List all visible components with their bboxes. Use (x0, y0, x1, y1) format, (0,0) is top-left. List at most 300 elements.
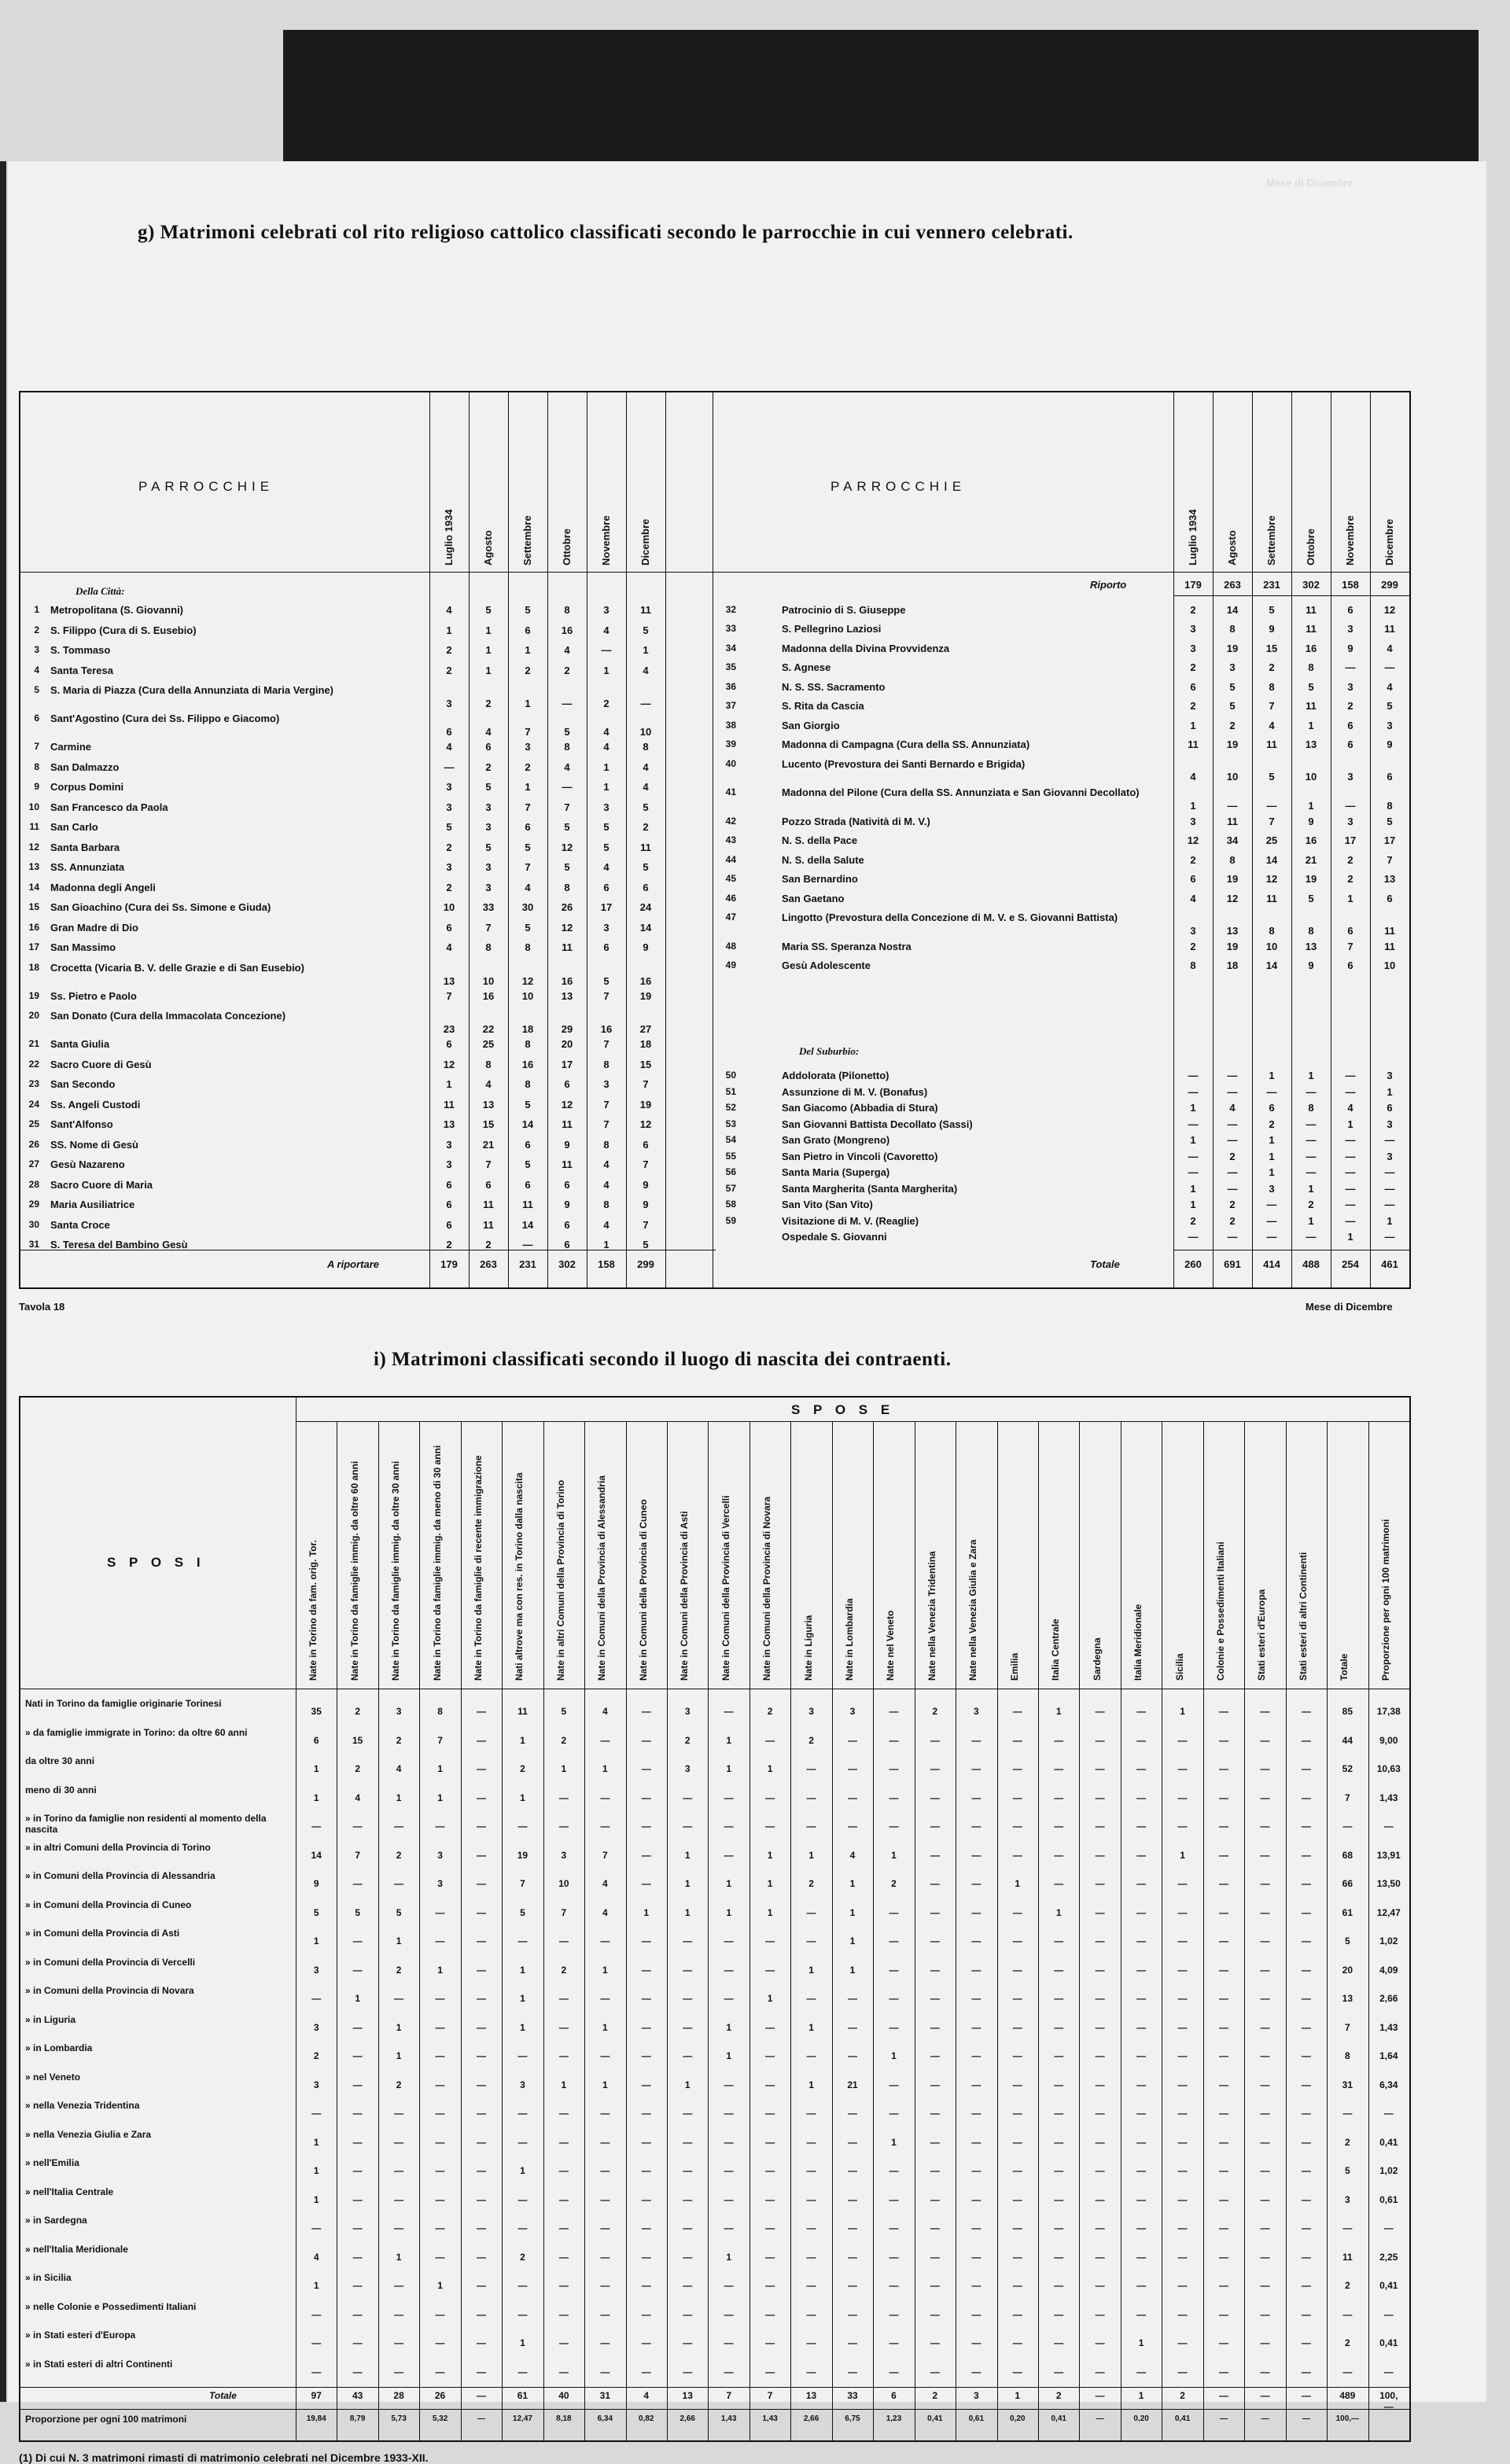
cell-value: 6 (1269, 1102, 1275, 1114)
parish-name: San Grato (Mongreno) (782, 1134, 890, 1146)
cell-value: 2 (485, 1239, 492, 1250)
cell-value: — (889, 1906, 899, 1918)
cell-value: 5 (564, 726, 570, 738)
cell-value: — (889, 1763, 899, 1774)
cell-value: — (1012, 1935, 1022, 1947)
column-header: Proporzione per ogni 100 matrimoni (1379, 1519, 1391, 1681)
cell-value: 5 (485, 841, 492, 853)
cell-value: 6 (313, 1734, 319, 1746)
cell-value: — (971, 1906, 982, 1918)
cell-value: — (641, 1821, 651, 1832)
cell-value: 6 (564, 1218, 570, 1231)
cell-value: 13 (1342, 1993, 1353, 2004)
cell-value: — (1012, 2308, 1022, 2320)
parish-name: Lucento (Prevostura dei Santi Bernardo e Brigida) (782, 757, 1026, 770)
cell-value: — (311, 2108, 322, 2119)
cell-value: — (1306, 1134, 1317, 1146)
cell-value: — (848, 1792, 857, 1803)
cell-value: — (1136, 2223, 1147, 2234)
total-value: 13 (805, 2390, 817, 2401)
cell-value: 3 (313, 2079, 319, 2090)
proportion-value: 6,34 (597, 2414, 613, 2423)
cell-value: 1 (313, 2193, 319, 2205)
cell-value: 3 (849, 1706, 856, 1717)
table-i-vline (1409, 1421, 1410, 2440)
cell-value: — (1301, 1792, 1311, 1803)
cell-value: — (889, 2079, 899, 2090)
cell-value: 19 (639, 989, 652, 1002)
cell-value: — (1219, 2050, 1228, 2061)
cell-value: — (641, 1849, 651, 1861)
origin-row-label: » nella Venezia Giulia e Zara (25, 2128, 152, 2140)
cell-value: 34 (1226, 834, 1239, 847)
cell-value: — (435, 2337, 445, 2348)
cell-value: — (435, 2223, 445, 2234)
cell-value: — (683, 1935, 693, 1947)
cell-value: 1 (767, 1849, 773, 1861)
cell-value: 4 (1387, 680, 1393, 693)
parish-name: San Giacomo (Abbadia di Stura) (782, 1102, 938, 1114)
table-i-vline (461, 1421, 462, 2440)
cell-value: 5 (525, 1098, 531, 1110)
cell-value: — (724, 2165, 734, 2176)
cell-value: — (930, 1763, 940, 1774)
cell-value: 13 (1305, 940, 1317, 952)
cell-value: 52 (1342, 1763, 1353, 1774)
cell-value: — (394, 2108, 404, 2119)
cell-value: — (889, 1706, 899, 1717)
cell-value: 8 (643, 741, 649, 753)
cell-value: — (1219, 1763, 1228, 1774)
section-g-title: g) Matrimoni celebrati col rito religioso cattolico classificati secondo le parrocchie in cui vennero celebrati. (138, 222, 1074, 243)
cell-value: — (600, 1821, 610, 1832)
cell-value: 3 (1347, 680, 1353, 693)
cell-value: 12 (1226, 892, 1239, 904)
cell-value: 4 (602, 1706, 608, 1717)
cell-value: 14 (311, 1849, 322, 1861)
cell-value: 12 (1383, 604, 1396, 616)
cell-value: 3 (1387, 1118, 1393, 1130)
cell-value: — (1012, 2193, 1022, 2205)
cell-value: — (558, 2136, 569, 2148)
cell-value: 2 (564, 664, 570, 676)
cell-value: 1 (1308, 1070, 1314, 1081)
month-header-left: Novembre (600, 515, 612, 565)
cell-value: 1 (313, 2280, 319, 2291)
cell-value: — (765, 2308, 775, 2320)
cell-value: — (1095, 1706, 1105, 1717)
cell-value: — (1054, 2308, 1064, 2320)
cell-value: 3 (684, 1706, 691, 1717)
cell-value: 0,41 (1379, 2136, 1398, 2148)
table-i (19, 1396, 1411, 2442)
cell-value: 85 (1342, 1706, 1353, 1717)
cell-value: 8 (525, 941, 531, 953)
parish-name: Corpus Domini (50, 781, 124, 793)
cell-value: 33 (482, 901, 495, 913)
column-header: Nate in Comuni della Provincia di Vercelli (720, 1495, 731, 1681)
cell-value: 1 (726, 2251, 731, 2263)
cell-value: 13 (482, 1098, 495, 1110)
cell-value: — (435, 1935, 445, 1947)
cell-value: 11 (1384, 940, 1395, 952)
row-number: 20 (28, 1010, 39, 1021)
cell-value: 1 (520, 2021, 525, 2033)
cell-value: — (1012, 2280, 1022, 2291)
cell-value: 8 (485, 1058, 492, 1070)
cell-value: — (1301, 2337, 1311, 2348)
cell-value: — (765, 2193, 775, 2205)
cell-value: 6,34 (1379, 2079, 1398, 2090)
cell-value: 8 (525, 1078, 531, 1090)
cell-value: — (1227, 1118, 1238, 1130)
column-header: Colonie e Possedimenti Italiani (1215, 1541, 1226, 1681)
cell-value: 11 (562, 1158, 573, 1170)
cell-value: 13 (1305, 738, 1317, 751)
cell-value: — (1345, 1182, 1356, 1195)
cell-value: 2 (485, 698, 492, 709)
cell-value: 5 (1344, 2165, 1350, 2176)
origin-row-label: » in Sardegna (25, 2215, 87, 2226)
table-i-spose-rule (296, 1421, 1409, 1422)
left-parrocchie-header: PARROCCHIE (138, 479, 274, 494)
cell-value: 1 (1190, 1182, 1196, 1195)
cell-value: 19 (1226, 873, 1239, 886)
cell-value: 1 (1055, 1906, 1062, 1918)
cell-value: 8 (603, 1199, 610, 1210)
cell-value: — (1136, 1821, 1147, 1832)
cell-value: — (971, 2280, 982, 2291)
cell-value: — (1219, 1935, 1228, 1947)
cell-value: 2 (355, 1706, 360, 1717)
cell-value: 7 (485, 1158, 492, 1170)
cell-value: 10 (558, 1878, 569, 1889)
cell-value: — (806, 1993, 816, 2004)
cell-value: — (724, 2108, 734, 2119)
cell-value: 5 (525, 1158, 531, 1170)
cell-value: 16 (639, 974, 652, 987)
cell-value: 14 (1265, 853, 1278, 866)
cell-value: — (1188, 1231, 1199, 1243)
cell-value: — (477, 2079, 486, 2090)
cell-value: 1 (1138, 2337, 1144, 2348)
cell-value: — (971, 1993, 982, 2004)
cell-value: 2 (520, 2251, 525, 2263)
parish-name: S. Filippo (Cura di S. Eusebio) (50, 624, 197, 636)
column-header: Nate in Torino da famiglie immig. da oltre 60 anni (348, 1460, 360, 1681)
cell-value: — (683, 2193, 693, 2205)
row-number: 53 (725, 1118, 736, 1129)
cell-value: 4 (643, 664, 649, 676)
cell-value: — (477, 2050, 486, 2061)
cell-value: — (1136, 1993, 1147, 2004)
cell-value: 1 (1347, 892, 1353, 904)
row-number: 11 (29, 821, 39, 832)
cell-value: 4 (602, 1906, 608, 1918)
cell-value: — (724, 1821, 734, 1832)
cell-value: — (683, 2251, 693, 2263)
cell-value: — (1219, 2165, 1228, 2176)
total-value: 7 (726, 2390, 731, 2401)
cell-value: — (971, 1964, 982, 1976)
cell-value: 7 (643, 1078, 649, 1090)
column-header: Sicilia (1173, 1653, 1185, 1681)
cell-value: — (889, 1964, 899, 1976)
cell-value: 6 (643, 1138, 649, 1151)
cell-value: 6 (446, 726, 452, 738)
cell-value: 1 (313, 1763, 319, 1774)
cell-value: 2 (1308, 1199, 1314, 1210)
proportion-value: 0,41 (1051, 2414, 1066, 2423)
cell-value: 17 (1383, 834, 1396, 847)
cell-value: — (683, 2050, 693, 2061)
cell-value: 11 (1188, 738, 1199, 751)
cell-value: — (1345, 1085, 1356, 1098)
column-header: Nate in Torino da famiglie di recente immigrazione (473, 1455, 484, 1681)
cell-value: — (1136, 1935, 1147, 1947)
cell-value: 9 (1347, 642, 1353, 654)
cell-value: — (683, 1821, 693, 1832)
cell-value: — (1188, 1085, 1199, 1098)
cell-value: 3 (446, 861, 452, 873)
cell-value: — (1054, 1792, 1064, 1803)
cell-value: 1 (1190, 799, 1196, 812)
row-number: 23 (28, 1078, 39, 1089)
month-header-right: Novembre (1344, 515, 1356, 565)
cell-value: 7 (437, 1734, 443, 1746)
cell-value: 11 (1384, 924, 1395, 937)
cell-value: 4 (485, 1078, 492, 1090)
cell-value: 1 (603, 664, 610, 676)
cell-value: 25 (482, 1038, 495, 1050)
cell-value: 9 (643, 1199, 649, 1210)
cell-value: — (1136, 1792, 1147, 1803)
cell-value: — (1095, 2021, 1105, 2033)
cell-value: 1 (849, 1906, 856, 1918)
cell-value: 14 (521, 1218, 534, 1231)
cell-value: — (1095, 1792, 1105, 1803)
cell-value: 4 (643, 761, 649, 773)
cell-value: — (1054, 2193, 1064, 2205)
cell-value: 2 (446, 841, 452, 853)
cell-value: — (1345, 1166, 1356, 1178)
cell-value: — (1306, 1085, 1317, 1098)
cell-value: 10 (521, 989, 534, 1002)
row-number: 46 (725, 892, 736, 904)
cell-value: 1 (485, 624, 492, 636)
row-number: 47 (725, 912, 736, 923)
cell-value: 1 (313, 1792, 319, 1803)
cell-value: — (1219, 2136, 1228, 2148)
cell-value: — (522, 1239, 533, 1250)
origin-row-label: » in Liguria (25, 2013, 76, 2025)
cell-value: 2 (396, 1734, 402, 1746)
right-total-value: 691 (1224, 1258, 1241, 1270)
right-section-label: Del Suburbio: (799, 1045, 860, 1057)
parish-name: Santa Giulia (50, 1038, 110, 1050)
row-number: 48 (725, 940, 736, 952)
cell-value: 8 (1269, 924, 1275, 937)
cell-value: — (641, 2136, 651, 2148)
cell-value: — (352, 2308, 363, 2320)
cell-value: — (1177, 2108, 1188, 2119)
cell-value: 1 (1308, 719, 1314, 731)
cell-value: — (1136, 1849, 1147, 1861)
cell-value: — (1219, 1821, 1228, 1832)
cell-value: 1 (355, 1993, 360, 2004)
cell-value: — (435, 1993, 445, 2004)
row-number: 12 (28, 841, 39, 853)
cell-value: — (683, 1792, 693, 1803)
cell-value: — (1260, 1821, 1270, 1832)
cell-value: — (930, 2108, 940, 2119)
cell-value: — (806, 1935, 816, 1947)
left-total-value: 158 (598, 1258, 615, 1270)
table-g (19, 391, 1411, 1289)
cell-value: 5 (1387, 815, 1393, 827)
cell-value: — (806, 2165, 816, 2176)
cell-value: 6 (525, 821, 531, 833)
cell-value: 3 (973, 1706, 979, 1717)
cell-value: 3 (1190, 924, 1196, 937)
carry-value: 158 (1342, 579, 1359, 591)
cell-value: — (930, 2366, 940, 2377)
cell-value: 12,47 (1376, 1906, 1401, 1918)
cell-value: 1 (643, 1906, 650, 1918)
cell-value: 1 (684, 1849, 691, 1861)
cell-value: 5 (1308, 680, 1314, 693)
cell-value: 3 (446, 781, 452, 793)
cell-value: 14 (1265, 959, 1278, 972)
cell-value: 4 (564, 644, 570, 656)
cell-value: 6 (1347, 738, 1353, 751)
cell-value: 2 (1190, 661, 1196, 674)
cell-value: — (1188, 1150, 1199, 1162)
cell-value: 3 (1190, 623, 1196, 635)
cell-value: — (1384, 1166, 1395, 1178)
parish-name: San Giovanni Battista Decollato (Sassi) (782, 1118, 973, 1130)
cell-value: — (806, 1906, 816, 1918)
cell-value: — (765, 2165, 775, 2176)
row-number: 3 (34, 644, 39, 655)
cell-value: — (1095, 2308, 1105, 2320)
cell-value: 4 (603, 624, 610, 636)
cell-value: 1 (437, 1964, 443, 1976)
cell-value: — (600, 1734, 610, 1746)
parish-name: S. Agnese (782, 661, 831, 674)
cell-value: 18 (1226, 959, 1239, 972)
cell-value: — (765, 2021, 775, 2033)
cell-value: — (1227, 1134, 1238, 1146)
cell-value: 3 (485, 881, 492, 893)
cell-value: 3 (1347, 815, 1353, 827)
cell-value: 19 (1226, 642, 1239, 654)
cell-value: 6 (525, 624, 531, 636)
cell-value: — (848, 2337, 857, 2348)
cell-value: — (1012, 2050, 1022, 2061)
row-number: 58 (725, 1199, 736, 1210)
table-i-vline (543, 1421, 544, 2440)
cell-value: 2 (1229, 1199, 1236, 1210)
cell-value: 1 (808, 2021, 814, 2033)
cell-value: 2 (1190, 1214, 1196, 1227)
cell-value: — (1177, 1993, 1188, 2004)
cell-value: — (889, 2251, 899, 2263)
cell-value: — (1219, 1706, 1228, 1717)
cell-value: — (435, 2079, 445, 2090)
row-number: 42 (725, 815, 736, 827)
cell-value: — (352, 2136, 363, 2148)
cell-value: — (1219, 2021, 1228, 2033)
cell-value: — (971, 2337, 982, 2348)
cell-value: — (971, 1792, 982, 1803)
cell-value: — (1383, 1821, 1394, 1832)
footnote: (1) Di cui N. 3 matrimoni rimasti di matrimonio celebrati nel Dicembre 1933-XII. (19, 2451, 429, 2464)
cell-value: — (724, 2136, 734, 2148)
row-number: 41 (725, 786, 736, 798)
cell-value: 1 (726, 1906, 731, 1918)
cell-value: 1 (726, 1734, 731, 1746)
cell-value: — (1136, 2079, 1147, 2090)
row-number: 9 (34, 781, 39, 792)
cell-value: 1 (485, 664, 492, 676)
cell-value: 9,00 (1379, 1734, 1398, 1746)
cell-value: — (1260, 2136, 1270, 2148)
cell-value: 21 (1305, 853, 1317, 866)
cell-value: 8 (564, 604, 570, 616)
cell-value: — (930, 2165, 940, 2176)
cell-value: — (1219, 1849, 1228, 1861)
cell-value: — (1260, 2223, 1270, 2234)
cell-value: 8 (1229, 853, 1236, 866)
cell-value: 4 (603, 1178, 610, 1191)
cell-value: 16 (521, 1058, 534, 1070)
cell-value: — (394, 2337, 404, 2348)
cell-value: 11 (562, 941, 573, 953)
cell-value: — (1095, 2366, 1105, 2377)
cell-value: — (600, 2251, 610, 2263)
cell-value: — (1219, 2223, 1228, 2234)
cell-value: — (435, 1821, 445, 1832)
cell-value: — (477, 1821, 486, 1832)
cell-value: 1 (726, 1878, 731, 1889)
cell-value: — (1177, 1792, 1188, 1803)
proportion-value: 0,61 (968, 2414, 985, 2423)
cell-value: — (352, 2165, 363, 2176)
cell-value: — (1384, 1231, 1395, 1243)
left-total-value: 299 (637, 1258, 654, 1270)
cell-value: 13 (443, 974, 455, 987)
cell-value: — (889, 2165, 899, 2176)
cell-value: 5 (1269, 604, 1275, 616)
cell-value: 4 (1387, 642, 1393, 654)
cell-value: — (1301, 2136, 1311, 2148)
total-value: 3 (973, 2390, 979, 2401)
cell-value: 1 (313, 2136, 319, 2148)
parish-name: Visitazione di M. V. (Reaglie) (782, 1214, 919, 1227)
cell-value: 11 (483, 1218, 494, 1231)
cell-value: 1 (396, 1935, 402, 1947)
row-number: 55 (725, 1150, 736, 1162)
proportion-value: 0,20 (1133, 2414, 1149, 2423)
cell-value: 5 (643, 624, 649, 636)
cell-value: — (435, 2251, 445, 2263)
cell-value: 2 (808, 1878, 814, 1889)
cell-value: — (1012, 1734, 1022, 1746)
parish-name: SS. Annunziata (50, 861, 125, 873)
cell-value: — (1012, 2079, 1022, 2090)
cell-value: — (352, 1935, 363, 1947)
